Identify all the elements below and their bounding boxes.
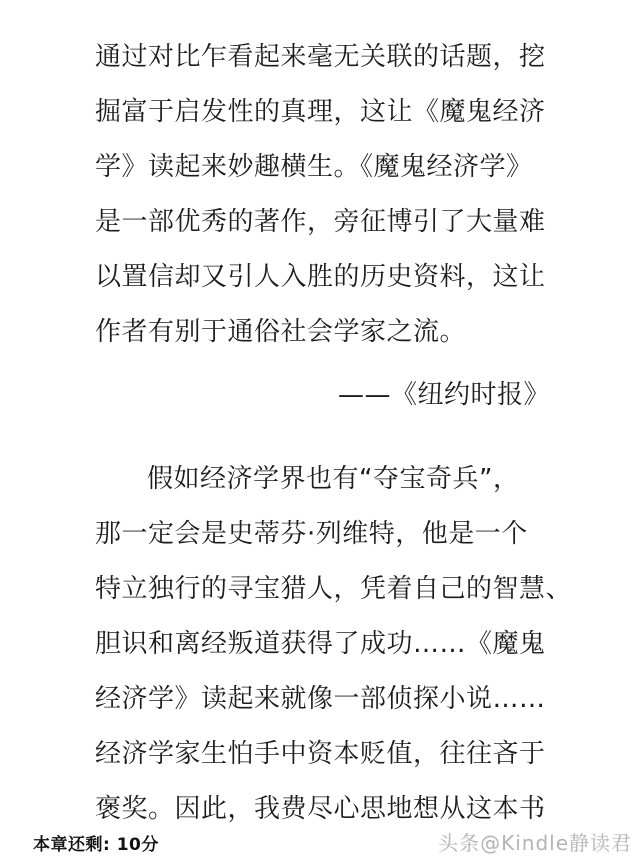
chapter-time-remaining: 本章还剩: 10分: [33, 835, 159, 855]
text-line: 特立独行的寻宝猎人，凭着自己的智慧、: [95, 574, 573, 604]
text-line: 经济学家生怕手中资本贬值，往往吝于: [95, 739, 546, 769]
text-line: 褒奖。因此，我费尽心思地想从这本书: [95, 794, 546, 824]
review-quote-paragraph-1: [95, 30, 550, 360]
text-line: 假如经济学界也有“夺宝奇兵”，: [147, 464, 520, 494]
text-line: 经济学》读起来就像一部侦探小说……: [95, 684, 546, 714]
text-line: 那一定会是史蒂芬·列维特，他是一个: [95, 519, 528, 549]
quote-attribution-nyt: [95, 368, 550, 423]
review-quote-paragraph-2: [95, 452, 573, 837]
toutiao-kindle-watermark: 头条@Kindle静读君: [438, 831, 632, 855]
text-line: 胆识和离经叛道获得了成功……《魔鬼: [95, 629, 546, 659]
attribution-line: ——《纽约时报》: [337, 380, 550, 410]
text-line: 作者有别于通俗社会学家之流。: [95, 317, 467, 347]
text-line: 学》读起来妙趣横生。《魔鬼经济学》: [95, 152, 533, 182]
text-line: 掘富于启发性的真理，这让《魔鬼经济: [95, 97, 546, 127]
text-line: 以置信却又引人入胜的历史资料，这让: [95, 262, 546, 292]
text-line: 是一部优秀的著作，旁征博引了大量难: [95, 207, 546, 237]
text-line: 通过对比乍看起来毫无关联的话题，挖: [95, 42, 546, 72]
